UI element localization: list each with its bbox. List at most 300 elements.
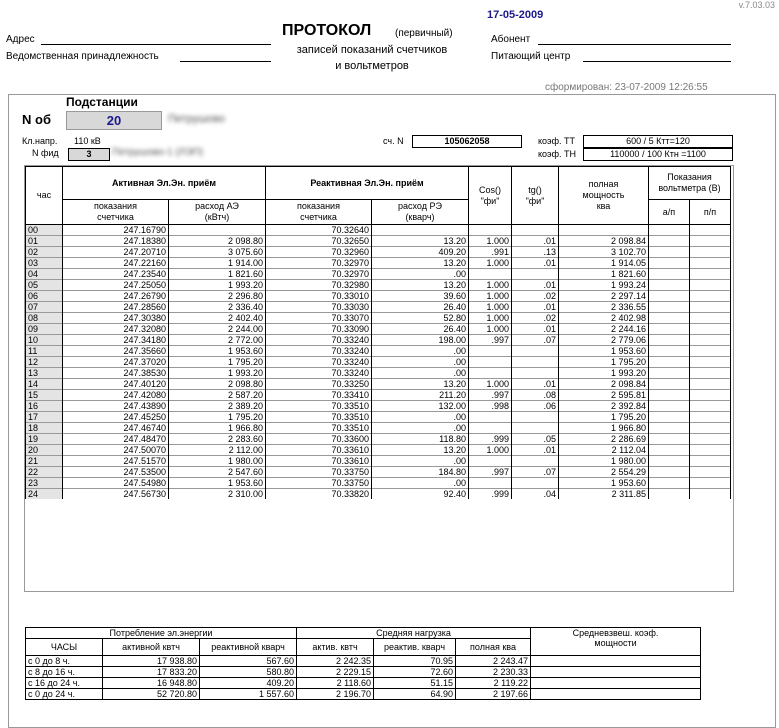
cell-meter-reactive: 70.33070	[266, 313, 372, 324]
subtitle-line2: и вольтметров	[335, 60, 409, 72]
nob-label: N об	[22, 112, 51, 127]
cell-meter-reactive: 70.33820	[266, 489, 372, 500]
cell-flow-reactive: 13.20	[372, 445, 469, 456]
cell-pp	[690, 456, 731, 467]
cell-hour: 17	[26, 412, 63, 423]
cell-pp	[690, 478, 731, 489]
cell-flow-reactive: .00	[372, 346, 469, 357]
col-flow-active: расход АЭ (кВтч)	[169, 200, 266, 225]
cell-meter-active: 247.16790	[63, 225, 169, 236]
cell-meter-reactive: 70.33600	[266, 434, 372, 445]
cell-ap	[649, 456, 690, 467]
subscriber-label: Абонент	[491, 34, 531, 45]
page-title: ПРОТОКОЛ	[282, 22, 372, 39]
cell-pp	[690, 401, 731, 412]
cell-flow-active: 1 980.00	[169, 456, 266, 467]
cell-cos: 1.000	[469, 258, 512, 269]
cell-tg: .06	[512, 401, 559, 412]
table-row	[26, 291, 731, 302]
cell-hour: 09	[26, 324, 63, 335]
col-tg: tg() "фи"	[512, 167, 559, 225]
hourly-table	[25, 166, 731, 499]
sum-cell-avg-active: 2 229.15	[297, 667, 374, 678]
generated-timestamp: сформирован: 23-07-2009 12:26:55	[545, 82, 708, 93]
cell-pp	[690, 368, 731, 379]
voltage-label: Кл.напр.	[22, 136, 58, 146]
cell-full	[559, 225, 649, 236]
table-row	[26, 489, 731, 500]
cell-cos: .991	[469, 247, 512, 258]
cell-hour: 03	[26, 258, 63, 269]
cell-meter-reactive: 70.33010	[266, 291, 372, 302]
col-ap: а/п	[649, 200, 690, 225]
cell-tg	[512, 357, 559, 368]
cell-ap	[649, 401, 690, 412]
sum-cell-avg-full: 2 119.22	[456, 678, 531, 689]
cell-hour: 18	[26, 423, 63, 434]
col-reactive: Реактивная Эл.Эн. приём	[266, 167, 469, 200]
cell-pp	[690, 291, 731, 302]
cell-pp	[690, 379, 731, 390]
sum-cell-avg-full: 2 197.66	[456, 689, 531, 700]
cell-flow-active: 1 993.20	[169, 280, 266, 291]
cell-tg: .08	[512, 390, 559, 401]
cell-meter-reactive: 70.33240	[266, 335, 372, 346]
cell-cos	[469, 346, 512, 357]
cell-meter-active: 247.46740	[63, 423, 169, 434]
feeder-label: N фид	[32, 148, 59, 158]
cell-full: 2 595.81	[559, 390, 649, 401]
cell-meter-reactive: 70.33240	[266, 346, 372, 357]
cell-meter-active: 247.40120	[63, 379, 169, 390]
cell-flow-active: 2 336.40	[169, 302, 266, 313]
cell-cos: 1.000	[469, 313, 512, 324]
cell-hour: 00	[26, 225, 63, 236]
col-full: полная мощность ква	[559, 167, 649, 225]
cell-cos	[469, 412, 512, 423]
report-date: 17-05-2009	[487, 9, 544, 21]
sum-weighted-header: Средневзвеш. коэф. мощности	[531, 628, 701, 656]
cell-hour: 21	[26, 456, 63, 467]
table-row	[26, 236, 731, 247]
cell-ap	[649, 390, 690, 401]
substation-name: Петрушово	[168, 113, 225, 125]
cell-meter-active: 247.20710	[63, 247, 169, 258]
cell-flow-active: 2 112.00	[169, 445, 266, 456]
cell-tg: .07	[512, 335, 559, 346]
cell-hour: 01	[26, 236, 63, 247]
sum-cell-hours: с 16 до 24 ч.	[26, 678, 103, 689]
cell-ap	[649, 478, 690, 489]
cell-flow-reactive: 26.40	[372, 302, 469, 313]
cell-ap	[649, 324, 690, 335]
sum-cell-weighted	[531, 656, 701, 667]
subtitle-line1: записей показаний счетчиков	[296, 44, 448, 56]
cell-flow-reactive: 184.80	[372, 467, 469, 478]
cell-cos	[469, 478, 512, 489]
cell-flow-active: 2 772.00	[169, 335, 266, 346]
table-row	[26, 434, 731, 445]
table-row	[26, 346, 731, 357]
cell-flow-reactive: 13.20	[372, 258, 469, 269]
cell-meter-active: 247.45250	[63, 412, 169, 423]
sum-cell-avg-active: 2 196.70	[297, 689, 374, 700]
meter-value: 105062058	[412, 135, 522, 148]
sum-avg-active-header: актив. квтч	[297, 639, 374, 656]
cell-cos: 1.000	[469, 379, 512, 390]
cell-full: 1 795.20	[559, 357, 649, 368]
address-field	[41, 44, 271, 45]
cell-flow-active: 1 966.80	[169, 423, 266, 434]
cell-flow-reactive: 52.80	[372, 313, 469, 324]
cell-flow-active: 2 283.60	[169, 434, 266, 445]
cell-full: 1 821.60	[559, 269, 649, 280]
cell-ap	[649, 434, 690, 445]
cell-tg	[512, 423, 559, 434]
table-row	[26, 412, 731, 423]
cell-flow-reactive: 198.00	[372, 335, 469, 346]
cell-cos	[469, 423, 512, 434]
cell-tg: .07	[512, 467, 559, 478]
cell-meter-active: 247.34180	[63, 335, 169, 346]
cell-meter-reactive: 70.32640	[266, 225, 372, 236]
cell-meter-active: 247.50070	[63, 445, 169, 456]
cell-full: 1 953.60	[559, 478, 649, 489]
cell-flow-active: 1 953.60	[169, 478, 266, 489]
summary-table	[25, 627, 701, 700]
cell-hour: 12	[26, 357, 63, 368]
cell-meter-reactive: 70.32960	[266, 247, 372, 258]
cell-full: 1 993.20	[559, 368, 649, 379]
cell-meter-active: 247.48470	[63, 434, 169, 445]
voltage-value: 110 кВ	[74, 136, 101, 146]
col-cos: Cos() "фи"	[469, 167, 512, 225]
cell-pp	[690, 313, 731, 324]
cell-hour: 24	[26, 489, 63, 500]
cell-flow-reactive: .00	[372, 368, 469, 379]
address-label: Адрес	[6, 34, 35, 45]
cell-full: 2 554.29	[559, 467, 649, 478]
col-meter-active: показания счетчика	[63, 200, 169, 225]
cell-cos: 1.000	[469, 236, 512, 247]
feeder-center-label: Питающий центр	[491, 51, 571, 62]
sum-cell-weighted	[531, 667, 701, 678]
table-row	[26, 280, 731, 291]
table-row	[26, 258, 731, 269]
cell-ap	[649, 236, 690, 247]
subscriber-field	[538, 44, 731, 45]
ct-label: коэф. ТТ	[538, 136, 576, 146]
cell-ap	[649, 280, 690, 291]
cell-meter-active: 247.53500	[63, 467, 169, 478]
cell-full: 1 980.00	[559, 456, 649, 467]
cell-pp	[690, 280, 731, 291]
cell-pp	[690, 390, 731, 401]
cell-hour: 15	[26, 390, 63, 401]
cell-tg: .01	[512, 445, 559, 456]
cell-cos: .998	[469, 401, 512, 412]
cell-ap	[649, 258, 690, 269]
table-row	[26, 247, 731, 258]
cell-ap	[649, 357, 690, 368]
cell-cos: .997	[469, 335, 512, 346]
title-suffix: (первичный)	[395, 28, 453, 39]
cell-flow-reactive: 26.40	[372, 324, 469, 335]
cell-flow-active	[169, 225, 266, 236]
cell-flow-reactive: .00	[372, 478, 469, 489]
cell-flow-active: 1 821.60	[169, 269, 266, 280]
cell-full: 2 392.84	[559, 401, 649, 412]
substation-label: Подстанции	[66, 95, 138, 109]
cell-flow-active: 2 587.20	[169, 390, 266, 401]
sum-hours-header: ЧАСЫ	[26, 639, 103, 656]
cell-ap	[649, 225, 690, 236]
cell-cos: 1.000	[469, 280, 512, 291]
cell-full: 1 953.60	[559, 346, 649, 357]
cell-pp	[690, 434, 731, 445]
cell-full: 1 966.80	[559, 423, 649, 434]
col-active: Активная Эл.Эн. приём	[63, 167, 266, 200]
cell-hour: 07	[26, 302, 63, 313]
cell-flow-active: 1 993.20	[169, 368, 266, 379]
cell-meter-reactive: 70.33510	[266, 423, 372, 434]
cell-full: 2 286.69	[559, 434, 649, 445]
cell-ap	[649, 467, 690, 478]
cell-hour: 16	[26, 401, 63, 412]
sum-cell-avg-reactive: 70.95	[374, 656, 456, 667]
table-row	[26, 401, 731, 412]
cell-pp	[690, 346, 731, 357]
cell-ap	[649, 346, 690, 357]
table-row	[26, 269, 731, 280]
sum-cell-avg-reactive: 72.60	[374, 667, 456, 678]
sum-cell-hours: с 0 до 8 ч.	[26, 656, 103, 667]
cell-ap	[649, 269, 690, 280]
cell-meter-reactive: 70.33610	[266, 445, 372, 456]
cell-full: 2 244.16	[559, 324, 649, 335]
cell-tg: .02	[512, 291, 559, 302]
cell-tg: .02	[512, 313, 559, 324]
cell-ap	[649, 412, 690, 423]
cell-tg	[512, 225, 559, 236]
sum-avg-reactive-header: реактив. кварч	[374, 639, 456, 656]
cell-flow-active: 2 310.00	[169, 489, 266, 500]
cell-full: 2 402.98	[559, 313, 649, 324]
cell-full: 2 098.84	[559, 236, 649, 247]
cell-tg: .04	[512, 489, 559, 500]
cell-pp	[690, 225, 731, 236]
cell-tg: .13	[512, 247, 559, 258]
cell-meter-active: 247.38530	[63, 368, 169, 379]
cell-full: 2 336.55	[559, 302, 649, 313]
cell-cos	[469, 225, 512, 236]
cell-meter-reactive: 70.33610	[266, 456, 372, 467]
cell-hour: 04	[26, 269, 63, 280]
cell-meter-reactive: 70.33410	[266, 390, 372, 401]
cell-hour: 11	[26, 346, 63, 357]
col-hour: час	[26, 167, 63, 225]
cell-flow-reactive: .00	[372, 269, 469, 280]
affiliation-field	[180, 61, 271, 62]
table-row	[26, 445, 731, 456]
cell-hour: 22	[26, 467, 63, 478]
table-row	[26, 390, 731, 401]
col-voltmeter: Показания вольтметра (В)	[649, 167, 731, 200]
cell-meter-reactive: 70.33240	[266, 368, 372, 379]
cell-flow-active: 3 075.60	[169, 247, 266, 258]
cell-flow-active: 2 098.80	[169, 236, 266, 247]
table-row	[26, 324, 731, 335]
cell-flow-reactive	[372, 225, 469, 236]
sum-cell-reactive: 567.60	[200, 656, 297, 667]
cell-tg: .01	[512, 302, 559, 313]
sum-cell-weighted	[531, 689, 701, 700]
cell-tg	[512, 478, 559, 489]
sum-cell-reactive: 580.80	[200, 667, 297, 678]
cell-ap	[649, 313, 690, 324]
cell-hour: 20	[26, 445, 63, 456]
cell-meter-reactive: 70.32970	[266, 258, 372, 269]
vt-label: коэф. ТН	[538, 149, 577, 159]
cell-flow-active: 2 296.80	[169, 291, 266, 302]
cell-pp	[690, 489, 731, 500]
table-row	[26, 313, 731, 324]
cell-ap	[649, 379, 690, 390]
table-row	[26, 379, 731, 390]
cell-tg	[512, 412, 559, 423]
table-row	[26, 467, 731, 478]
cell-flow-active: 2 547.60	[169, 467, 266, 478]
sum-cell-avg-full: 2 243.47	[456, 656, 531, 667]
cell-cos: .997	[469, 467, 512, 478]
cell-meter-active: 247.54980	[63, 478, 169, 489]
cell-pp	[690, 247, 731, 258]
cell-flow-reactive: 118.80	[372, 434, 469, 445]
cell-meter-active: 247.51570	[63, 456, 169, 467]
cell-ap	[649, 302, 690, 313]
cell-meter-active: 247.32080	[63, 324, 169, 335]
cell-full: 2 112.04	[559, 445, 649, 456]
cell-meter-reactive: 70.33510	[266, 401, 372, 412]
cell-tg: .01	[512, 236, 559, 247]
cell-pp	[690, 335, 731, 346]
cell-meter-active: 247.30380	[63, 313, 169, 324]
cell-tg	[512, 368, 559, 379]
cell-pp	[690, 324, 731, 335]
cell-flow-reactive: 13.20	[372, 236, 469, 247]
cell-cos: 1.000	[469, 324, 512, 335]
cell-hour: 23	[26, 478, 63, 489]
cell-cos: 1.000	[469, 445, 512, 456]
cell-flow-reactive: 211.20	[372, 390, 469, 401]
cell-meter-reactive: 70.32650	[266, 236, 372, 247]
cell-ap	[649, 423, 690, 434]
cell-ap	[649, 335, 690, 346]
cell-meter-active: 247.42080	[63, 390, 169, 401]
cell-flow-reactive: 92.40	[372, 489, 469, 500]
cell-flow-active: 2 402.40	[169, 313, 266, 324]
cell-flow-reactive: .00	[372, 412, 469, 423]
col-meter-reactive: показания счетчика	[266, 200, 372, 225]
table-row	[26, 357, 731, 368]
cell-meter-active: 247.35660	[63, 346, 169, 357]
cell-flow-reactive: 13.20	[372, 379, 469, 390]
cell-full: 3 102.70	[559, 247, 649, 258]
cell-cos: .997	[469, 390, 512, 401]
cell-ap	[649, 247, 690, 258]
cell-pp	[690, 412, 731, 423]
cell-meter-active: 247.18380	[63, 236, 169, 247]
cell-meter-active: 247.23540	[63, 269, 169, 280]
cell-tg	[512, 346, 559, 357]
sum-cell-active: 17 938.80	[103, 656, 200, 667]
ct-value: 600 / 5 Ктт=120	[583, 135, 733, 148]
cell-tg	[512, 456, 559, 467]
sum-active-header: активной квтч	[103, 639, 200, 656]
version-label: v.7.03.03	[738, 0, 775, 10]
summary-row	[26, 678, 701, 689]
cell-tg: .05	[512, 434, 559, 445]
cell-meter-reactive: 70.33750	[266, 478, 372, 489]
sum-cell-avg-full: 2 230.33	[456, 667, 531, 678]
sum-cell-avg-reactive: 64.90	[374, 689, 456, 700]
cell-hour: 05	[26, 280, 63, 291]
cell-flow-reactive: 39.60	[372, 291, 469, 302]
cell-full: 1 993.24	[559, 280, 649, 291]
cell-meter-reactive: 70.33750	[266, 467, 372, 478]
sum-reactive-header: реактивной кварч	[200, 639, 297, 656]
cell-meter-active: 247.26790	[63, 291, 169, 302]
cell-hour: 19	[26, 434, 63, 445]
cell-flow-reactive: 409.20	[372, 247, 469, 258]
cell-tg: .01	[512, 280, 559, 291]
cell-flow-active: 2 244.00	[169, 324, 266, 335]
cell-meter-active: 247.28560	[63, 302, 169, 313]
cell-meter-reactive: 70.33510	[266, 412, 372, 423]
cell-meter-active: 247.37020	[63, 357, 169, 368]
cell-meter-reactive: 70.33090	[266, 324, 372, 335]
feeder-value: 3	[68, 148, 110, 161]
col-flow-reactive: расход РЭ (кварч)	[372, 200, 469, 225]
cell-hour: 14	[26, 379, 63, 390]
cell-pp	[690, 423, 731, 434]
cell-pp	[690, 269, 731, 280]
sum-cell-avg-reactive: 51.15	[374, 678, 456, 689]
cell-hour: 02	[26, 247, 63, 258]
summary-row	[26, 667, 701, 678]
cell-meter-active: 247.25050	[63, 280, 169, 291]
sum-avg-full-header: полная ква	[456, 639, 531, 656]
cell-hour: 06	[26, 291, 63, 302]
cell-flow-reactive: .00	[372, 423, 469, 434]
cell-flow-active: 1 914.00	[169, 258, 266, 269]
cell-flow-reactive: .00	[372, 456, 469, 467]
cell-cos	[469, 456, 512, 467]
cell-meter-reactive: 70.33250	[266, 379, 372, 390]
cell-tg: .01	[512, 379, 559, 390]
cell-full: 2 779.06	[559, 335, 649, 346]
summary-row	[26, 656, 701, 667]
cell-full: 1 795.20	[559, 412, 649, 423]
cell-cos: .999	[469, 434, 512, 445]
summary-row	[26, 689, 701, 700]
sum-cell-avg-active: 2 118.60	[297, 678, 374, 689]
cell-flow-active: 2 098.80	[169, 379, 266, 390]
sum-consumption-header: Потребление эл.энергии	[26, 628, 297, 639]
cell-flow-active: 2 389.20	[169, 401, 266, 412]
cell-hour: 13	[26, 368, 63, 379]
sum-cell-reactive: 409.20	[200, 678, 297, 689]
